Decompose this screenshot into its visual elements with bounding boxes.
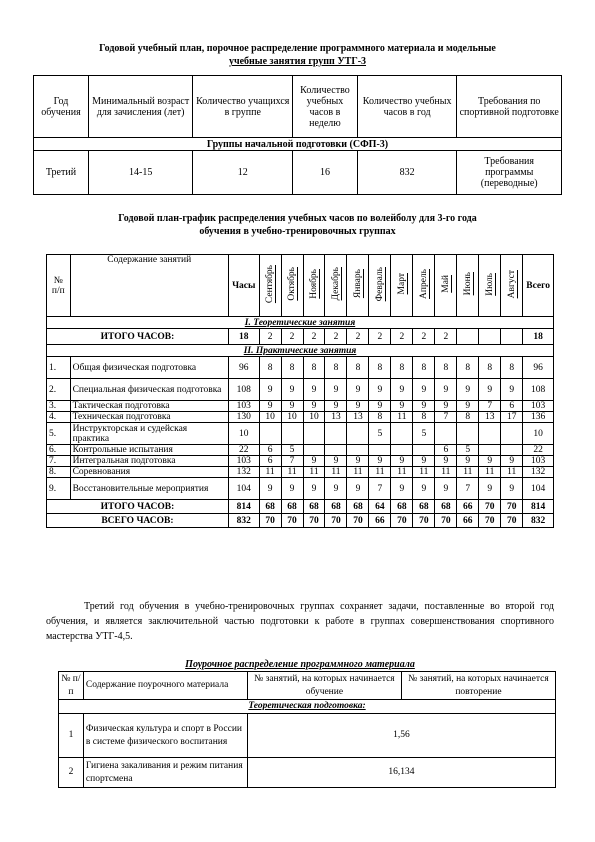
header-cell: № занятий, на которых начинается обучение bbox=[247, 672, 401, 700]
month-header: Октябрь bbox=[281, 255, 303, 317]
month-cell bbox=[391, 445, 413, 456]
month-cell: 68 bbox=[347, 500, 369, 514]
month-cell: 9 bbox=[435, 456, 457, 467]
month-cell: 9 bbox=[457, 456, 479, 467]
table-cell: 16 bbox=[293, 151, 358, 195]
row-content: Физическая культура и спорт в России в системе физического воспитания bbox=[83, 714, 247, 758]
section-theory: I. Теоретические занятия bbox=[47, 317, 554, 329]
hours-cell: 22 bbox=[228, 445, 259, 456]
month-cell: 8 bbox=[391, 357, 413, 379]
month-cell: 8 bbox=[369, 412, 391, 423]
month-header: Апрель bbox=[413, 255, 435, 317]
header-cell: Количество учащихся в группе bbox=[193, 76, 293, 138]
month-cell: 2 bbox=[435, 329, 457, 345]
row-name: Специальная физическая подготовка bbox=[70, 379, 228, 401]
month-cell: 8 bbox=[281, 357, 303, 379]
month-cell: 2 bbox=[303, 329, 325, 345]
month-cell: 9 bbox=[413, 456, 435, 467]
month-cell: 9 bbox=[501, 379, 523, 401]
table-row bbox=[47, 423, 554, 445]
table-row bbox=[34, 151, 562, 195]
row-number: 8. bbox=[47, 467, 71, 478]
month-cell: 9 bbox=[325, 456, 347, 467]
table-row bbox=[47, 357, 554, 379]
table-row bbox=[47, 401, 554, 412]
month-cell: 9 bbox=[479, 478, 501, 500]
row-number: 9. bbox=[47, 478, 71, 500]
month-cell: 68 bbox=[413, 500, 435, 514]
month-cell: 8 bbox=[259, 357, 281, 379]
schedule-title-line1: Годовой план-график распределения учебных часов по волейболу для 3-го года bbox=[118, 213, 477, 224]
month-cell: 9 bbox=[303, 456, 325, 467]
row-number: 4. bbox=[47, 412, 71, 423]
month-cell: 9 bbox=[281, 379, 303, 401]
month-header: Июль bbox=[479, 255, 501, 317]
section-row bbox=[59, 700, 556, 714]
month-cell: 9 bbox=[325, 401, 347, 412]
month-cell: 70 bbox=[501, 514, 523, 528]
month-cell: 9 bbox=[347, 379, 369, 401]
hours-cell: 18 bbox=[228, 329, 259, 345]
month-cell: 9 bbox=[325, 478, 347, 500]
hours-cell: 10 bbox=[228, 423, 259, 445]
month-cell: 11 bbox=[413, 467, 435, 478]
month-cell: 7 bbox=[435, 412, 457, 423]
section-row bbox=[47, 317, 554, 329]
month-cell: 9 bbox=[347, 478, 369, 500]
hours-cell: 96 bbox=[228, 357, 259, 379]
month-cell bbox=[501, 445, 523, 456]
month-cell: 68 bbox=[259, 500, 281, 514]
total-cell: 832 bbox=[523, 514, 554, 528]
month-cell: 11 bbox=[303, 467, 325, 478]
month-cell: 70 bbox=[303, 514, 325, 528]
month-cell: 9 bbox=[501, 456, 523, 467]
group-label: Группы начальной подготовки (СФП-3) bbox=[34, 138, 562, 151]
month-cell: 8 bbox=[501, 357, 523, 379]
table-cell: 12 bbox=[193, 151, 293, 195]
month-cell bbox=[501, 329, 523, 345]
month-cell: 2 bbox=[413, 329, 435, 345]
row-number: 1 bbox=[59, 714, 84, 758]
row-name: Инструкторская и судейская практика bbox=[70, 423, 228, 445]
header-cell: № занятий, на которых начинается повторение bbox=[401, 672, 555, 700]
row-number: 6. bbox=[47, 445, 71, 456]
month-cell: 8 bbox=[303, 357, 325, 379]
month-cell: 8 bbox=[413, 357, 435, 379]
month-cell: 7 bbox=[479, 401, 501, 412]
table-header-row bbox=[34, 76, 562, 138]
theory-total-row bbox=[47, 329, 554, 345]
month-cell: 68 bbox=[281, 500, 303, 514]
hours-cell: 132 bbox=[228, 467, 259, 478]
month-cell: 11 bbox=[391, 467, 413, 478]
header-content: Содержание занятий bbox=[70, 255, 228, 317]
plan-title-line2: учебные занятия групп УТГ-3 bbox=[228, 56, 367, 67]
row-number: 5. bbox=[47, 423, 71, 445]
total-cell: 103 bbox=[523, 456, 554, 467]
month-cell: 70 bbox=[479, 514, 501, 528]
month-cell: 13 bbox=[347, 412, 369, 423]
month-cell: 7 bbox=[457, 478, 479, 500]
hours-cell: 103 bbox=[228, 401, 259, 412]
row-name: Восстановительные мероприятия bbox=[70, 478, 228, 500]
month-cell: 7 bbox=[369, 478, 391, 500]
month-cell: 11 bbox=[325, 467, 347, 478]
month-cell: 11 bbox=[457, 467, 479, 478]
month-header: Январь bbox=[347, 255, 369, 317]
month-cell: 9 bbox=[281, 478, 303, 500]
table-header-row bbox=[59, 672, 556, 700]
month-cell bbox=[281, 423, 303, 445]
month-cell: 70 bbox=[391, 514, 413, 528]
month-cell: 6 bbox=[435, 445, 457, 456]
month-cell: 5 bbox=[413, 423, 435, 445]
month-cell: 9 bbox=[501, 478, 523, 500]
row-lessons: 16,134 bbox=[247, 758, 555, 788]
annual-plan-table bbox=[33, 75, 562, 195]
month-cell bbox=[303, 445, 325, 456]
month-cell: 66 bbox=[369, 514, 391, 528]
total-cell: 10 bbox=[523, 423, 554, 445]
row-name: Общая физическая подготовка bbox=[70, 357, 228, 379]
hours-cell: 130 bbox=[228, 412, 259, 423]
month-cell: 10 bbox=[303, 412, 325, 423]
hours-cell: 832 bbox=[228, 514, 259, 528]
month-header: Декабрь bbox=[325, 255, 347, 317]
month-cell: 9 bbox=[325, 379, 347, 401]
month-cell: 9 bbox=[259, 401, 281, 412]
month-cell: 9 bbox=[435, 401, 457, 412]
month-cell: 5 bbox=[281, 445, 303, 456]
month-cell: 11 bbox=[347, 467, 369, 478]
month-cell bbox=[369, 445, 391, 456]
theory-label: ИТОГО ЧАСОВ: bbox=[47, 329, 229, 345]
month-cell: 9 bbox=[479, 379, 501, 401]
month-cell: 9 bbox=[259, 478, 281, 500]
month-cell: 8 bbox=[369, 357, 391, 379]
month-cell: 11 bbox=[369, 467, 391, 478]
row-content: Гигиена закаливания и режим питания спортсмена bbox=[83, 758, 247, 788]
month-cell bbox=[457, 329, 479, 345]
month-cell: 9 bbox=[303, 478, 325, 500]
row-number: 2. bbox=[47, 379, 71, 401]
month-cell: 70 bbox=[259, 514, 281, 528]
row-name: Интегральная подготовка bbox=[70, 456, 228, 467]
section-row bbox=[47, 345, 554, 357]
month-cell: 9 bbox=[259, 379, 281, 401]
month-cell: 70 bbox=[281, 514, 303, 528]
month-cell bbox=[479, 445, 501, 456]
lesson-distribution-title: Поурочное распределение программного материала bbox=[185, 659, 415, 670]
month-cell: 9 bbox=[369, 456, 391, 467]
table-cell: 832 bbox=[357, 151, 457, 195]
month-cell: 11 bbox=[391, 412, 413, 423]
plan-title-line1: Годовой учебный план, порочное распределение программного материала и модельные bbox=[99, 43, 496, 54]
header-total: Всего bbox=[523, 255, 554, 317]
month-cell: 9 bbox=[413, 379, 435, 401]
table-row bbox=[47, 379, 554, 401]
month-cell: 7 bbox=[281, 456, 303, 467]
month-cell: 9 bbox=[347, 456, 369, 467]
month-cell: 6 bbox=[501, 401, 523, 412]
month-cell: 9 bbox=[413, 478, 435, 500]
month-cell: 9 bbox=[369, 401, 391, 412]
table-row bbox=[47, 445, 554, 456]
total-cell: 22 bbox=[523, 445, 554, 456]
month-cell: 8 bbox=[457, 412, 479, 423]
table-row bbox=[47, 456, 554, 467]
month-cell: 9 bbox=[347, 401, 369, 412]
group-row bbox=[34, 138, 562, 151]
table-row bbox=[47, 412, 554, 423]
total-cell: 96 bbox=[523, 357, 554, 379]
table-row bbox=[59, 714, 556, 758]
month-header: Май bbox=[435, 255, 457, 317]
schedule-table bbox=[46, 254, 554, 528]
month-cell: 70 bbox=[325, 514, 347, 528]
header-cell: Год обучения bbox=[34, 76, 89, 138]
month-cell bbox=[391, 423, 413, 445]
description-paragraph: Третий год обучения в учебно-тренировочных группах сохраняет задачи, поставленные во второй год обучения, и является заключительной частью подготовки к работе в группах совершенствования спортивного мастерства УТГ-4,5. bbox=[46, 601, 554, 642]
hours-cell: 104 bbox=[228, 478, 259, 500]
section-practice: II. Практические занятия bbox=[47, 345, 554, 357]
month-cell: 68 bbox=[303, 500, 325, 514]
row-name: Контрольные испытания bbox=[70, 445, 228, 456]
month-cell: 70 bbox=[479, 500, 501, 514]
month-cell: 11 bbox=[259, 467, 281, 478]
month-cell: 13 bbox=[479, 412, 501, 423]
month-cell: 8 bbox=[435, 357, 457, 379]
row-number: 2 bbox=[59, 758, 84, 788]
total-cell: 108 bbox=[523, 379, 554, 401]
month-cell: 2 bbox=[347, 329, 369, 345]
month-cell: 9 bbox=[303, 401, 325, 412]
month-cell: 11 bbox=[281, 467, 303, 478]
month-cell: 11 bbox=[479, 467, 501, 478]
month-cell: 66 bbox=[457, 514, 479, 528]
vsego-row bbox=[47, 514, 554, 528]
table-header-row bbox=[47, 255, 554, 317]
month-cell: 70 bbox=[347, 514, 369, 528]
month-cell: 10 bbox=[259, 412, 281, 423]
table-cell: Третий bbox=[34, 151, 89, 195]
month-cell: 17 bbox=[501, 412, 523, 423]
month-cell: 5 bbox=[457, 445, 479, 456]
month-cell: 9 bbox=[435, 379, 457, 401]
month-cell: 9 bbox=[391, 478, 413, 500]
month-cell: 2 bbox=[325, 329, 347, 345]
month-cell: 11 bbox=[435, 467, 457, 478]
header-cell: Количество учебных часов в неделю bbox=[293, 76, 358, 138]
month-cell bbox=[479, 423, 501, 445]
month-cell: 9 bbox=[457, 379, 479, 401]
month-cell bbox=[259, 423, 281, 445]
row-name: Тактическая подготовка bbox=[70, 401, 228, 412]
header-cell: № п/п bbox=[59, 672, 84, 700]
month-cell: 68 bbox=[435, 500, 457, 514]
month-cell bbox=[435, 423, 457, 445]
month-cell: 2 bbox=[281, 329, 303, 345]
month-cell: 8 bbox=[325, 357, 347, 379]
month-cell: 9 bbox=[479, 456, 501, 467]
month-cell bbox=[325, 445, 347, 456]
row-name: Техническая подготовка bbox=[70, 412, 228, 423]
total-cell: 814 bbox=[523, 500, 554, 514]
header-cell: Требования по спортивной подготовке bbox=[457, 76, 562, 138]
month-cell: 70 bbox=[435, 514, 457, 528]
month-cell: 70 bbox=[501, 500, 523, 514]
month-header: Июнь bbox=[457, 255, 479, 317]
header-cell: Содержание поурочного материала bbox=[83, 672, 247, 700]
month-cell: 64 bbox=[369, 500, 391, 514]
month-cell bbox=[479, 329, 501, 345]
table-cell: Требования программы (переводные) bbox=[457, 151, 562, 195]
row-number: 3. bbox=[47, 401, 71, 412]
section-label: Теоретическая подготовка: bbox=[59, 700, 556, 714]
month-cell bbox=[347, 423, 369, 445]
schedule-title-line2: обучения в учебно-тренировочных группах bbox=[199, 226, 396, 237]
month-header: Август bbox=[501, 255, 523, 317]
hours-cell: 108 bbox=[228, 379, 259, 401]
row-lessons: 1,56 bbox=[247, 714, 555, 758]
month-cell: 8 bbox=[457, 357, 479, 379]
month-cell: 9 bbox=[303, 379, 325, 401]
month-cell: 9 bbox=[391, 379, 413, 401]
month-cell: 9 bbox=[457, 401, 479, 412]
month-cell bbox=[303, 423, 325, 445]
total-cell: 104 bbox=[523, 478, 554, 500]
total-cell: 18 bbox=[523, 329, 554, 345]
schedule-title bbox=[40, 212, 555, 238]
month-cell bbox=[457, 423, 479, 445]
month-cell: 2 bbox=[391, 329, 413, 345]
table-row bbox=[47, 478, 554, 500]
month-cell: 9 bbox=[369, 379, 391, 401]
hours-cell: 814 bbox=[228, 500, 259, 514]
month-cell: 11 bbox=[501, 467, 523, 478]
header-hours: Часы bbox=[228, 255, 259, 317]
lesson-distribution-table bbox=[58, 671, 556, 788]
month-cell: 2 bbox=[259, 329, 281, 345]
table-row bbox=[47, 467, 554, 478]
header-cell: Количество учебных часов в год bbox=[357, 76, 457, 138]
plan-title bbox=[40, 42, 555, 68]
month-cell bbox=[413, 445, 435, 456]
month-cell: 9 bbox=[391, 401, 413, 412]
header-cell: Минимальный возраст для зачисления (лет) bbox=[88, 76, 193, 138]
month-cell: 9 bbox=[281, 401, 303, 412]
row-number: 1. bbox=[47, 357, 71, 379]
hours-cell: 103 bbox=[228, 456, 259, 467]
itogo-label: ИТОГО ЧАСОВ: bbox=[47, 500, 229, 514]
month-cell: 10 bbox=[281, 412, 303, 423]
month-cell: 6 bbox=[259, 456, 281, 467]
month-cell: 5 bbox=[369, 423, 391, 445]
month-cell bbox=[501, 423, 523, 445]
total-cell: 132 bbox=[523, 467, 554, 478]
row-number: 7. bbox=[47, 456, 71, 467]
month-header: Ноябрь bbox=[303, 255, 325, 317]
month-cell: 8 bbox=[479, 357, 501, 379]
month-cell bbox=[347, 445, 369, 456]
month-cell: 9 bbox=[435, 478, 457, 500]
month-header: Март bbox=[391, 255, 413, 317]
month-cell: 2 bbox=[369, 329, 391, 345]
table-row bbox=[59, 758, 556, 788]
table-cell: 14-15 bbox=[88, 151, 193, 195]
month-cell: 68 bbox=[391, 500, 413, 514]
month-cell bbox=[325, 423, 347, 445]
month-cell: 9 bbox=[413, 401, 435, 412]
month-header: Сентябрь bbox=[259, 255, 281, 317]
month-cell: 9 bbox=[391, 456, 413, 467]
month-cell: 8 bbox=[413, 412, 435, 423]
total-cell: 136 bbox=[523, 412, 554, 423]
vsego-label: ВСЕГО ЧАСОВ: bbox=[47, 514, 229, 528]
month-cell: 68 bbox=[325, 500, 347, 514]
month-header: Февраль bbox=[369, 255, 391, 317]
itogo-row bbox=[47, 500, 554, 514]
header-num: № п/п bbox=[47, 255, 71, 317]
month-cell: 70 bbox=[413, 514, 435, 528]
month-cell: 66 bbox=[457, 500, 479, 514]
month-cell: 13 bbox=[325, 412, 347, 423]
month-cell: 6 bbox=[259, 445, 281, 456]
total-cell: 103 bbox=[523, 401, 554, 412]
month-cell: 8 bbox=[347, 357, 369, 379]
row-name: Соревнования bbox=[70, 467, 228, 478]
